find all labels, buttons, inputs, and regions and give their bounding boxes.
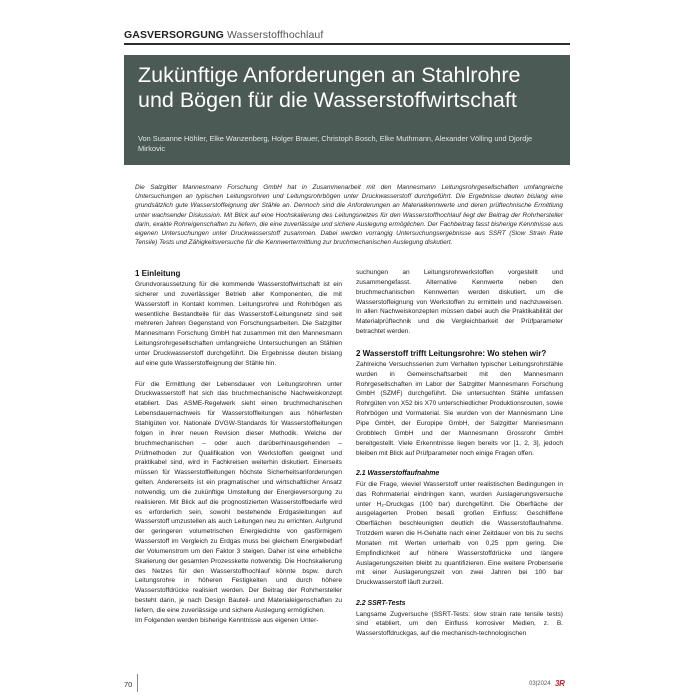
heading-section-2: 2 Wasserstoff trifft Leitungsrohre: Wo stehen wir? — [356, 348, 547, 358]
title-line-1: Zukünftige Anforderungen an Stahlrohre — [138, 63, 521, 87]
left-column — [135, 268, 342, 637]
authors-line: Von Susanne Höhler, Elke Wanzenberg, Holger Brauer, Christoph Bosch, Elke Muthmann, Alexander Völling und Djordje Mirkovic — [138, 134, 533, 153]
issue-number: 03|2024 — [529, 681, 551, 687]
paragraph: Langsame Zugversuche (SSRT-Tests: slow strain rate tensile tests) sind etabliert, um den Einfluss korrosiver Medien, z. B. Wasserstoffdruckgas, auf die mechanisch-technologischen — [356, 610, 563, 638]
right-column — [356, 268, 563, 650]
paragraph: Für die Ermittlung der Lebensdauer von Leitungsrohren unter Druckwasserstoff hat sich das bruchmechanische Nachweiskonzept etabliert. Das ASME-Regelwerk sieht einen bruchmechanischen Lebensdauernachweis für Wasserstoffleitungen aus höherfesten Stahlgüten vor. Nationale DVGW-Standards für Wasserstoffleitungen folgen in ihrer neuen Revision dieser Methodik. Welche der bruchmechanischen – oder auch darüberhinausgehenden – Prüfmethoden zur Qualifikation von Werkstoffen geeignet und praktikabel sind, wird in Fachkreisen weiterhin diskutiert. Einerseits müssen für Wasserstoffleitungen höchste Sicherheitsanforderungen gelten. Andererseits ist ein pragmatischer und wirtschaftlicher Ansatz notwendig, um die zukünftige Umstellung der Energieversorgung zu realisieren. Mit Blick auf die prognostizierten Wasserstoffbedarfe wird es erforderlich sein, sowohl bestehende Erdgasleitungen auf Wasserstoff umzustellen als auch Leitungen neu zu errichten. Aufgrund der geringeren volumetrischen Energiedichte von gasförmigem Wasserstoff im Vergleich zu Erdgas muss bei gleichem Energiebedarf der Volumenstrom um den Faktor 3 steigen. Daher ist eine erhebliche Skalierung der gesamten Prozesskette notwendig. Die Hochskalierung des Netzes für den Wasserstoffhochlauf könnte bspw. durch Leitungsrohre in höheren Festigkeiten und durch höhere Wasserstoffdrücke realisiert werden. Der Beitrag der Rohrhersteller besteht darin, je nach Design Bauteil- und Materialeigenschaften zu liefern, die eine zuverlässige und sichere Auslegung ermöglichen. — [135, 380, 342, 614]
publisher-logo: 3R — [555, 679, 565, 688]
title-banner — [124, 55, 570, 165]
topic-label: Wasserstoffhochlauf — [226, 29, 324, 41]
footer-divider — [137, 674, 138, 692]
running-header — [124, 29, 323, 41]
heading-2-1: 2.1 Wasserstoffaufnahme — [356, 470, 440, 478]
header-rule — [124, 43, 570, 45]
title-line-2: und Bögen für die Wasserstoffwirtschaft — [138, 88, 517, 112]
abstract: Die Salzgitter Mannesmann Forschung GmbH hat in Zusammenarbeit mit den Mannesmann Leitungsrohrgesellschaften umfangreiche Untersuchungen an typischen Leitungsrohren und Leitungsrohrbögen unter Druckwasserstoff durchgeführt. Die Ergebnisse deuten bislang eine grundsätzlich gute Wasserstoffeignung der Stähle an. Dennoch sind die Anforderungen an Materialkennwerte und deren prüftechnische Ermittlung unter wachsender Diskussion. Mit Blick auf eine Hochskalierung des Leitungsnetzes für den Wasserstoffhochlauf liegt der Beitrag der Rohrhersteller darin, exakte Rohreigenschaften zu liefern, die eine zuverlässige und sichere Auslegung ermöglichen. Der Fachbeitrag fasst bisherige Kenntnisse aus eigenen Untersuchungen unter Druckwasserstoff zusammen. Dabei werden vorrangig Untersuchungsergebnisse aus SSRT (Slow Strain Rate Tensile) Tests und Zähigkeitsversuche für die Kennwertermittlung zur bruchmechanischen Auslegung diskutiert. — [135, 184, 563, 247]
heading-2-2: 2.2 SSRT-Tests — [356, 600, 406, 608]
section-label: GASVERSORGUNG — [124, 29, 224, 41]
paragraph: Grundvoraussetzung für die kommende Wasserstoffwirtschaft ist ein sicherer und zuverlässiger Betrieb aller Komponenten, die mit Wasserstoff in Kontakt kommen. Leitungsrohre und Rohrbögen als wesentliche Bestandteile für das Wasserstoff-Leitungsnetz sind seit mehreren Jahren Gegenstand von Forschungsarbeiten. Die Salzgitter Mannesmann Forschung GmbH hat zusammen mit den Mannesmann Leitungsrohrgesellschaften umfangreiche Untersuchungen an Stählen unter Druckwasserstoff durchgeführt. Die Ergebnisse deuten bislang auf eine gute Wasserstoffeignung der Stähle hin. — [135, 281, 342, 367]
paragraph: suchungen an Leitungsrohrwerkstoffen vorgestellt und zusammengefasst. Alternative Kennwerte neben den bruchmechanischen Kennwerten werden diskutiert, um die Wasserstoffeignung von Werkstoffen zu ermitteln und nachzuweisen. In allen Nachweiskonzepten müssen dabei auch die Praktikabilität der Materialprüftechnik und die Vergleichbarkeit der Prüfparameter betrachtet werden. — [356, 269, 563, 336]
page-number: 70 — [124, 680, 133, 689]
heading-einleitung: 1 Einleitung — [135, 269, 181, 278]
paragraph: Zahlreiche Versuchsserien zum Verhalten typischer Leitungsrohrstähle wurden in Gemeinschaftsarbeit mit den Mannesmann Rohrgesellschaften im Labor der Salzgitter Mannesmann Forschung GmbH (SZMF) durchgeführt. Die untersuchten Stähle umfassen Rohrgüten von X52 bis X70 unterschiedlicher Produktionsrouten, sowie Rohrbögen und Vormaterial. Sie wurden von der Mannesmann Line Pipe GmbH, der Europipe GmbH, der Salzgitter Mannesmann Grobblech GmbH und der Mannesmann Grossrohr GmbH bereitgestellt. Viele Erkenntnisse liegen bereits vor [1, 2, 3], jedoch bleiben mit Blick auf Prüfparameter noch einige Fragen offen. — [356, 360, 563, 457]
paragraph: Für die Frage, wieviel Wasserstoff unter realistischen Bedingungen in das Rohrmaterial eindringen kann, wurden Auslagerungsversuche unter H₂-Druckgas (100 bar) durchgeführt. Die Oberfläche der ausgelagerten Proben besaß großen Einfluss: Geschliffene Oberflächen beschleunigten deutlich die Wasserstoffaufnahme. Trotzdem waren die H-Gehalte nach einer Zeitdauer von bis zu sechs Monaten mit Werten unterhalb von 0,25 ppm gering. Die Empfindlichkeit auf höhere Wasserstoffdrücke und längere Auslagerungszeiten bleibt zu quantifizieren. Eine weitere Probenserie mit einer Auslagerungszeit von zwei Jahren bei 100 bar Druckwasserstoff läuft zurzeit. — [356, 480, 563, 587]
paragraph: Im Folgenden werden bisherige Kenntnisse aus eigenen Unter- — [135, 616, 319, 624]
article-title — [138, 63, 558, 113]
